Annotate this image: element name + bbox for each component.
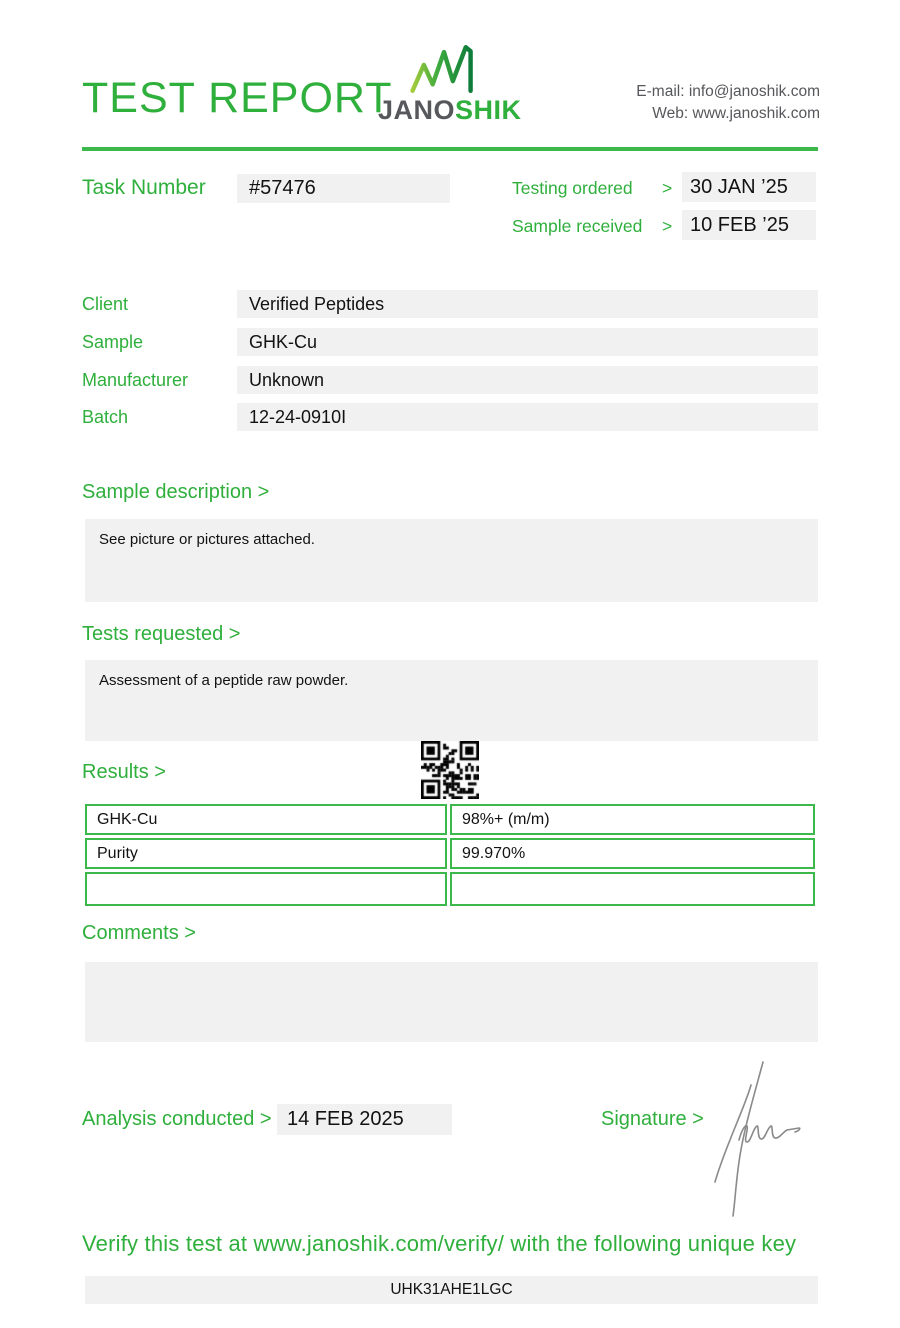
manufacturer-label: Manufacturer [82,370,189,390]
result-value-cell: 99.970% [450,838,815,869]
contact-web: Web: www.janoshik.com [652,105,820,122]
header-divider [82,147,818,151]
logo-text-shik: SHIK [455,95,522,125]
manufacturer-value: Unknown [237,366,818,394]
comments-box [85,962,818,1042]
task-number-label: Task Number [82,176,206,199]
tests-requested-box: Assessment of a peptide raw powder. [85,660,818,741]
analysis-conducted-label: Analysis conducted > [82,1108,272,1130]
sample-label: Sample [82,332,144,352]
mountain-chart-icon [405,44,491,94]
sample-value: GHK-Cu [237,328,818,356]
task-number-value: #57476 [237,174,450,203]
client-value: Verified Peptides [237,290,818,318]
result-name-cell: Purity [85,838,447,869]
batch-value: 12-24-0910I [237,403,818,431]
unique-key-value: UHK31AHE1LGC [85,1276,818,1304]
sample-description-heading: Sample description > [82,481,270,503]
testing-ordered-value: 30 JAN ’25 [682,172,816,202]
sample-description-box: See picture or pictures attached. [85,519,818,602]
page-title: TEST REPORT [82,74,393,122]
verify-text: Verify this test at www.janoshik.com/verify/ with the following unique key [82,1231,797,1256]
sample-received-label: Sample received [512,216,643,236]
signature-label: Signature > [601,1108,704,1130]
logo-wordmark [378,95,522,126]
logo-text-jano: JANO [378,95,456,125]
qr-code [421,741,479,799]
result-value-cell [450,872,815,906]
sample-received-value: 10 FEB ’25 [682,210,816,240]
analysis-conducted-value: 14 FEB 2025 [277,1104,452,1135]
contact-info [636,81,820,125]
sample-received-arrow: > [662,216,673,236]
tests-requested-heading: Tests requested > [82,623,241,645]
result-name-cell: GHK-Cu [85,804,447,835]
results-table [85,804,818,906]
comments-heading: Comments > [82,922,196,944]
client-label: Client [82,294,129,314]
result-value-cell: 98%+ (m/m) [450,804,815,835]
signature-scribble [695,1052,815,1222]
results-heading: Results > [82,761,166,783]
result-name-cell [85,872,447,906]
batch-label: Batch [82,407,129,427]
janoshik-logo [378,44,522,126]
testing-ordered-arrow: > [662,178,673,198]
contact-email: E-mail: info@janoshik.com [636,83,820,100]
testing-ordered-label: Testing ordered [512,178,633,198]
